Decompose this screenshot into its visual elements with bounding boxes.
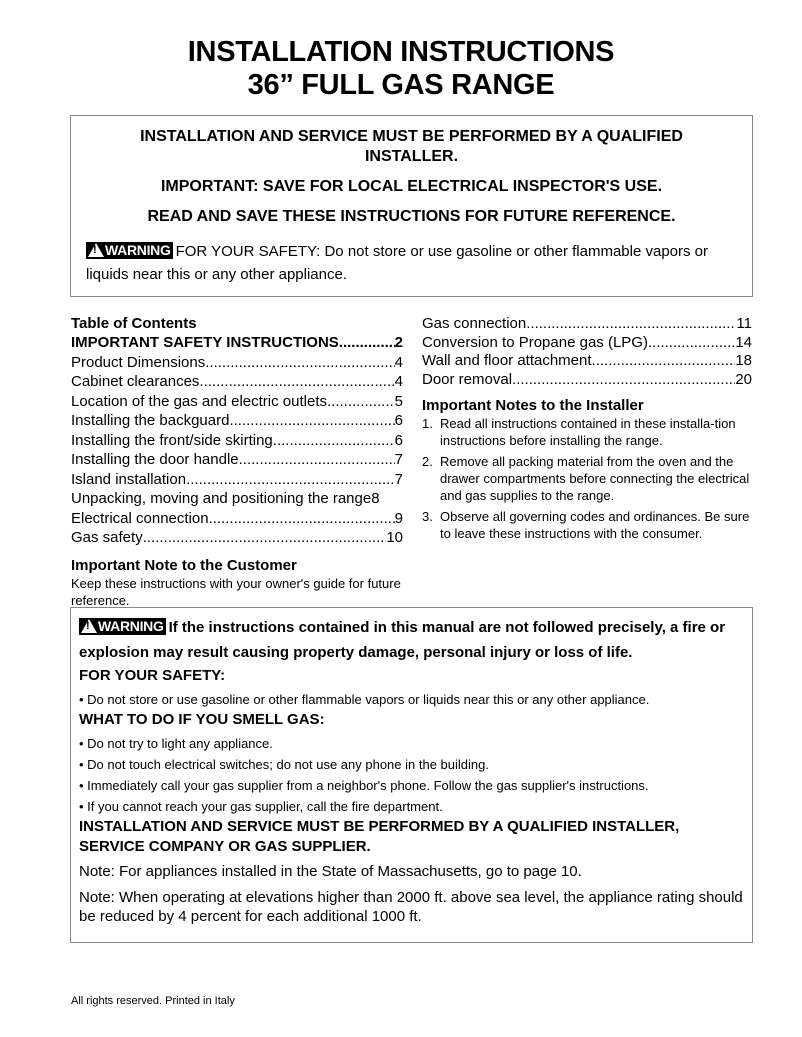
warning-badge: !WARNING	[79, 618, 166, 635]
fire-explosion-warning	[79, 615, 744, 665]
footer-text: All rights reserved. Printed in Italy	[71, 995, 235, 1007]
toc-entry[interactable]: IMPORTANT SAFETY INSTRUCTIONS ..... 2	[71, 333, 403, 353]
smell-gas-bullet: • If you cannot reach your gas supplier, call the fire department.	[79, 799, 443, 814]
toc-entry[interactable]: Cabinet clearances ..... 4	[71, 372, 403, 392]
qualified-installer-notice: INSTALLATION AND SERVICE MUST BE PERFORMED BY A QUALIFIED INSTALLER.	[140, 128, 683, 165]
title-line-1: INSTALLATION INSTRUCTIONS	[187, 36, 615, 68]
document-title	[0, 36, 802, 102]
toc-entry[interactable]: Installing the front/side skirting ..... 6	[71, 431, 403, 451]
warning-triangle-icon	[88, 243, 104, 257]
toc-entry[interactable]: Gas connection ..... 11	[422, 315, 752, 334]
installer-note-item: 3. Observe all governing codes and ordinances. Be sure to leave these instructions with the consumer.	[422, 509, 750, 541]
toc-heading: Table of Contents	[71, 315, 197, 332]
inspector-notice: IMPORTANT: SAVE FOR LOCAL ELECTRICAL INSPECTOR'S USE.	[160, 178, 663, 195]
elevation-note: Note: When operating at elevations higher than 2000 ft. above sea level, the appliance rating should be reduced by 4 percent for each additional 1000 ft.	[79, 889, 743, 925]
gas-warning-box	[70, 607, 753, 943]
toc-entry[interactable]: Electrical connection ..... 9	[71, 509, 403, 529]
table-of-contents-left	[71, 314, 403, 609]
toc-entry[interactable]: Installing the door handle ..... 7	[71, 450, 403, 470]
notice-box	[70, 115, 753, 297]
safety-warning-text: FOR YOUR SAFETY: Do not store or use gasoline or other flammable vapors or liquids near this or any other appliance.	[86, 243, 709, 283]
installer-notes	[422, 396, 752, 542]
safety-warning	[86, 240, 740, 286]
toc-entry[interactable]: Conversion to Propane gas (LPG) ..... 14	[422, 334, 752, 353]
smell-gas-bullet: • Do not touch electrical switches; do not use any phone in the building.	[79, 757, 489, 772]
customer-note	[71, 557, 403, 609]
installer-notes-list	[422, 415, 752, 542]
safety-bullet: • Do not store or use gasoline or other flammable vapors or liquids near this or any other appliance.	[79, 692, 650, 707]
installer-notes-heading: Important Notes to the Installer	[422, 397, 644, 414]
safety-heading: FOR YOUR SAFETY:	[79, 667, 226, 684]
smell-gas-bullet: • Immediately call your gas supplier from a neighbor's phone. Follow the gas supplier's instructions.	[79, 778, 649, 793]
save-instructions-notice: READ AND SAVE THESE INSTRUCTIONS FOR FUTURE REFERENCE.	[147, 208, 676, 225]
installer-note-item: 2. Remove all packing material from the oven and the drawer compartments before connecting the electrical and gas supplies to the range.	[422, 454, 750, 503]
toc-entry[interactable]: Unpacking, moving and positioning the range 8	[71, 490, 380, 507]
table-of-contents-right	[422, 315, 752, 546]
smell-gas-heading: WHAT TO DO IF YOU SMELL GAS:	[79, 711, 325, 728]
fire-explosion-warning-text: If the instructions contained in this manual are not followed precisely, a fire or explosion may result causing property damage, personal injury or loss of life.	[79, 619, 726, 661]
warning-triangle-icon	[81, 619, 97, 633]
customer-note-heading: Important Note to the Customer	[71, 556, 297, 574]
toc-entry[interactable]: Island installation ..... 7	[71, 470, 403, 490]
installer-note-item: 1. Read all instructions contained in these installa-tion instructions before installing the range.	[422, 416, 736, 448]
toc-entry[interactable]: Installing the backguard ..... 6	[71, 411, 403, 431]
toc-entry[interactable]: Wall and floor attachment ..... 18	[422, 352, 752, 371]
massachusetts-note: Note: For appliances installed in the State of Massachusetts, go to page 10.	[79, 863, 582, 880]
toc-entry[interactable]: Gas safety ..... 10	[71, 528, 403, 548]
title-line-2: 36” FULL GAS RANGE	[247, 69, 555, 101]
warning-badge: !WARNING	[86, 242, 173, 259]
qualified-installer-heading: INSTALLATION AND SERVICE MUST BE PERFORMED BY A QUALIFIED INSTALLER, SERVICE COMPANY OR GAS SUPPLIER.	[79, 818, 680, 855]
toc-entry[interactable]: Location of the gas and electric outlets ..... 5	[71, 392, 403, 412]
toc-entry[interactable]: Door removal ..... 20	[422, 371, 752, 390]
customer-note-text: Keep these instructions with your owner's guide for future reference.	[71, 575, 401, 608]
toc-entry[interactable]: Product Dimensions ..... 4	[71, 353, 403, 373]
smell-gas-bullet: • Do not try to light any appliance.	[79, 736, 273, 751]
